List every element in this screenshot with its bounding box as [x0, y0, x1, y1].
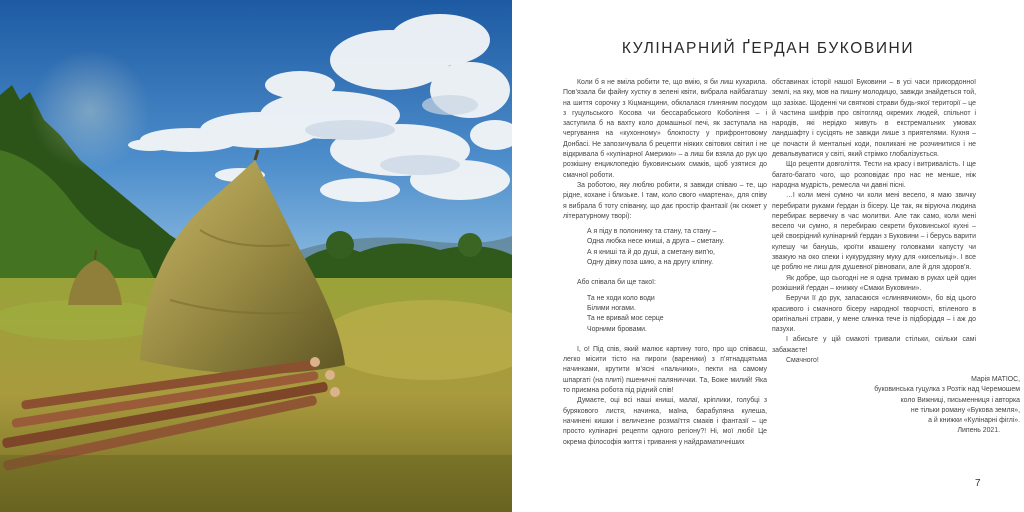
paragraph: За роботою, яку люблю робити, я завжди співаю – те, що рідне, кохане і близьке. І там, коло свого «мартена», для співу я вибрала б тоту співанку, що дає простір фантазії (як сюжет у літературному творі):	[563, 181, 767, 220]
poem-line: Та не вривай моє серце	[587, 315, 664, 323]
author-line: а й книжки «Кулінарні фіглі».	[928, 417, 1020, 425]
author-line: коло Вижниці, письменниця і авторка	[900, 396, 1020, 404]
paragraph: Як добре, що сьогодні не я одна тримаю в руках цей один розкішний ґердан – книжку «Смаки Буковини».	[772, 274, 976, 292]
signature-date: Липень 2021.	[957, 427, 1000, 435]
tree-right	[326, 231, 354, 259]
author-line: буковинська гуцулка з Розтік над Черемошем	[874, 386, 1020, 394]
page-title: КУЛІНАРНИЙ ҐЕРДАН БУКОВИНИ	[621, 40, 915, 57]
poem-line: А я піду в полонинку та стану, та стану –	[587, 228, 717, 236]
paragraph: І абисьте у цій смакоті тривали стільки, скільки самі забажаєте!	[772, 336, 976, 354]
paragraph: Або співала би ще такої:	[577, 279, 656, 287]
paragraph: Беручи її до рук, запасаюся «слинявчиком», бо від цього красивого і смачного бісеру народної творчості, втіленого в оригінальні страви, у мене слинка тече із підборіддя – і аж до пазухи.	[772, 295, 976, 334]
paragraph: Що рецепти довголіття. Тести на красу і витривалість. І ще багато-багато чого, що розповідає про нас не менше, ніж народна мудрість, ремесла чи давні пісні.	[772, 161, 976, 189]
poem-line: Одну дівку поза шию, а на другу кліпну.	[587, 259, 714, 267]
paragraph: І, о! Під спів, який малює картину того, про що співаєш, легко місити тісто на пироги (вареники) з п’ятнадцятьма начинками, крутити м’ясні «пальчики», пекти на самому шпаргаті (на плиті) пшеничні паляниччки. Та, Боже милий! Яка то приємна робота під рідний спів!	[563, 345, 767, 395]
paragraph: Думаєте, оці всі наші книші, малаї, кріплики, голубці з бурякового листя, начинка, маїна, барабуляна кулеша, начинені кишки і величезне розмаїття смаків і фантазії – це просто кулінарні рецепти одного регіону?! Ні, мої любі! Це окрема філософія життя і тривання у найдраматичніших	[563, 397, 767, 446]
paragraph: …І коли мені сумно чи коли мені весело, я маю звичку перебирати руками ґердан із бісеру. Це так, як віруюча людина перебирає вервечку в час молитви. Але так само, коли мені весело чи сумно, я перебираю секрети буковинської кухні – цей своєрідний кулінарний ґердан з Буковини – і берусь варити кулешу чи банушь, кроїти квашену головками капусту чи зважую на око спеки і кукурудзяну муку для «кисельиці». І все це роблю не лиш для душевної рівноваги, але й для здоров’я.	[772, 192, 976, 272]
paragraph: обставинах історії нашої Буковини – в усі часи прикордонної землі, на яку, мов на пишну молодицю, завжди знайдеться той, що зазіхає. Щоденні чи святкові страви будь-якої території – це й частина шифрів про світогляд окремих людей, спільнот і народів, які нерідко живуть в екстремальних умовах ландшафту і сусідять не завжди лише з приятелями. Кухня – це почасти й ментальні коди, покликані не розчинитися і не девальвуватися у світі, який стрімко глобалізується.	[772, 79, 976, 159]
author-line: не тільки роману «Букова земля»,	[910, 406, 1020, 414]
poem-line: Білими ногами.	[587, 304, 636, 312]
right-column	[772, 78, 976, 366]
paragraph: Смачного!	[786, 357, 819, 365]
poem-line: Чорними бровами.	[587, 325, 647, 333]
left-column	[563, 78, 767, 448]
poem-verse	[563, 294, 767, 335]
poem-line: А я книші та й до душі, а сметану вип’ю,	[587, 248, 715, 256]
text-page	[512, 0, 1024, 512]
poem-verse	[563, 227, 767, 268]
paragraph: Коли б я не вміла робити те, що вмію, я би лиш кухарила. Пов’язала би файну хустку в зелені квіти, вибрала найбагатшу на шиття сорочку з Кіцманщини, обклалася глиняним посудом з гуцульського Косова чи бессарабського Кобоління – і заступила б на вахту коло домашньої печі, як заступала на чергування на «кухонному» блокпосту у прифронтовому Донбасі. Не запозичувала б рецепти ніяких світових світил і не відкривала б «кулінарної Америки» – а лиш би взяла до рук цю розкішну енциклопедію буковинських смаків, щоб узятися до смачної роботи.	[563, 79, 767, 179]
author-signature	[814, 375, 1020, 437]
poem-line: Одна любка несе книші, а друга – сметану.	[587, 238, 725, 246]
poem-line: Та не ходи коло води	[587, 294, 655, 302]
page-number: 7	[975, 478, 981, 489]
author-name: Марія МАТІОС,	[971, 376, 1020, 383]
